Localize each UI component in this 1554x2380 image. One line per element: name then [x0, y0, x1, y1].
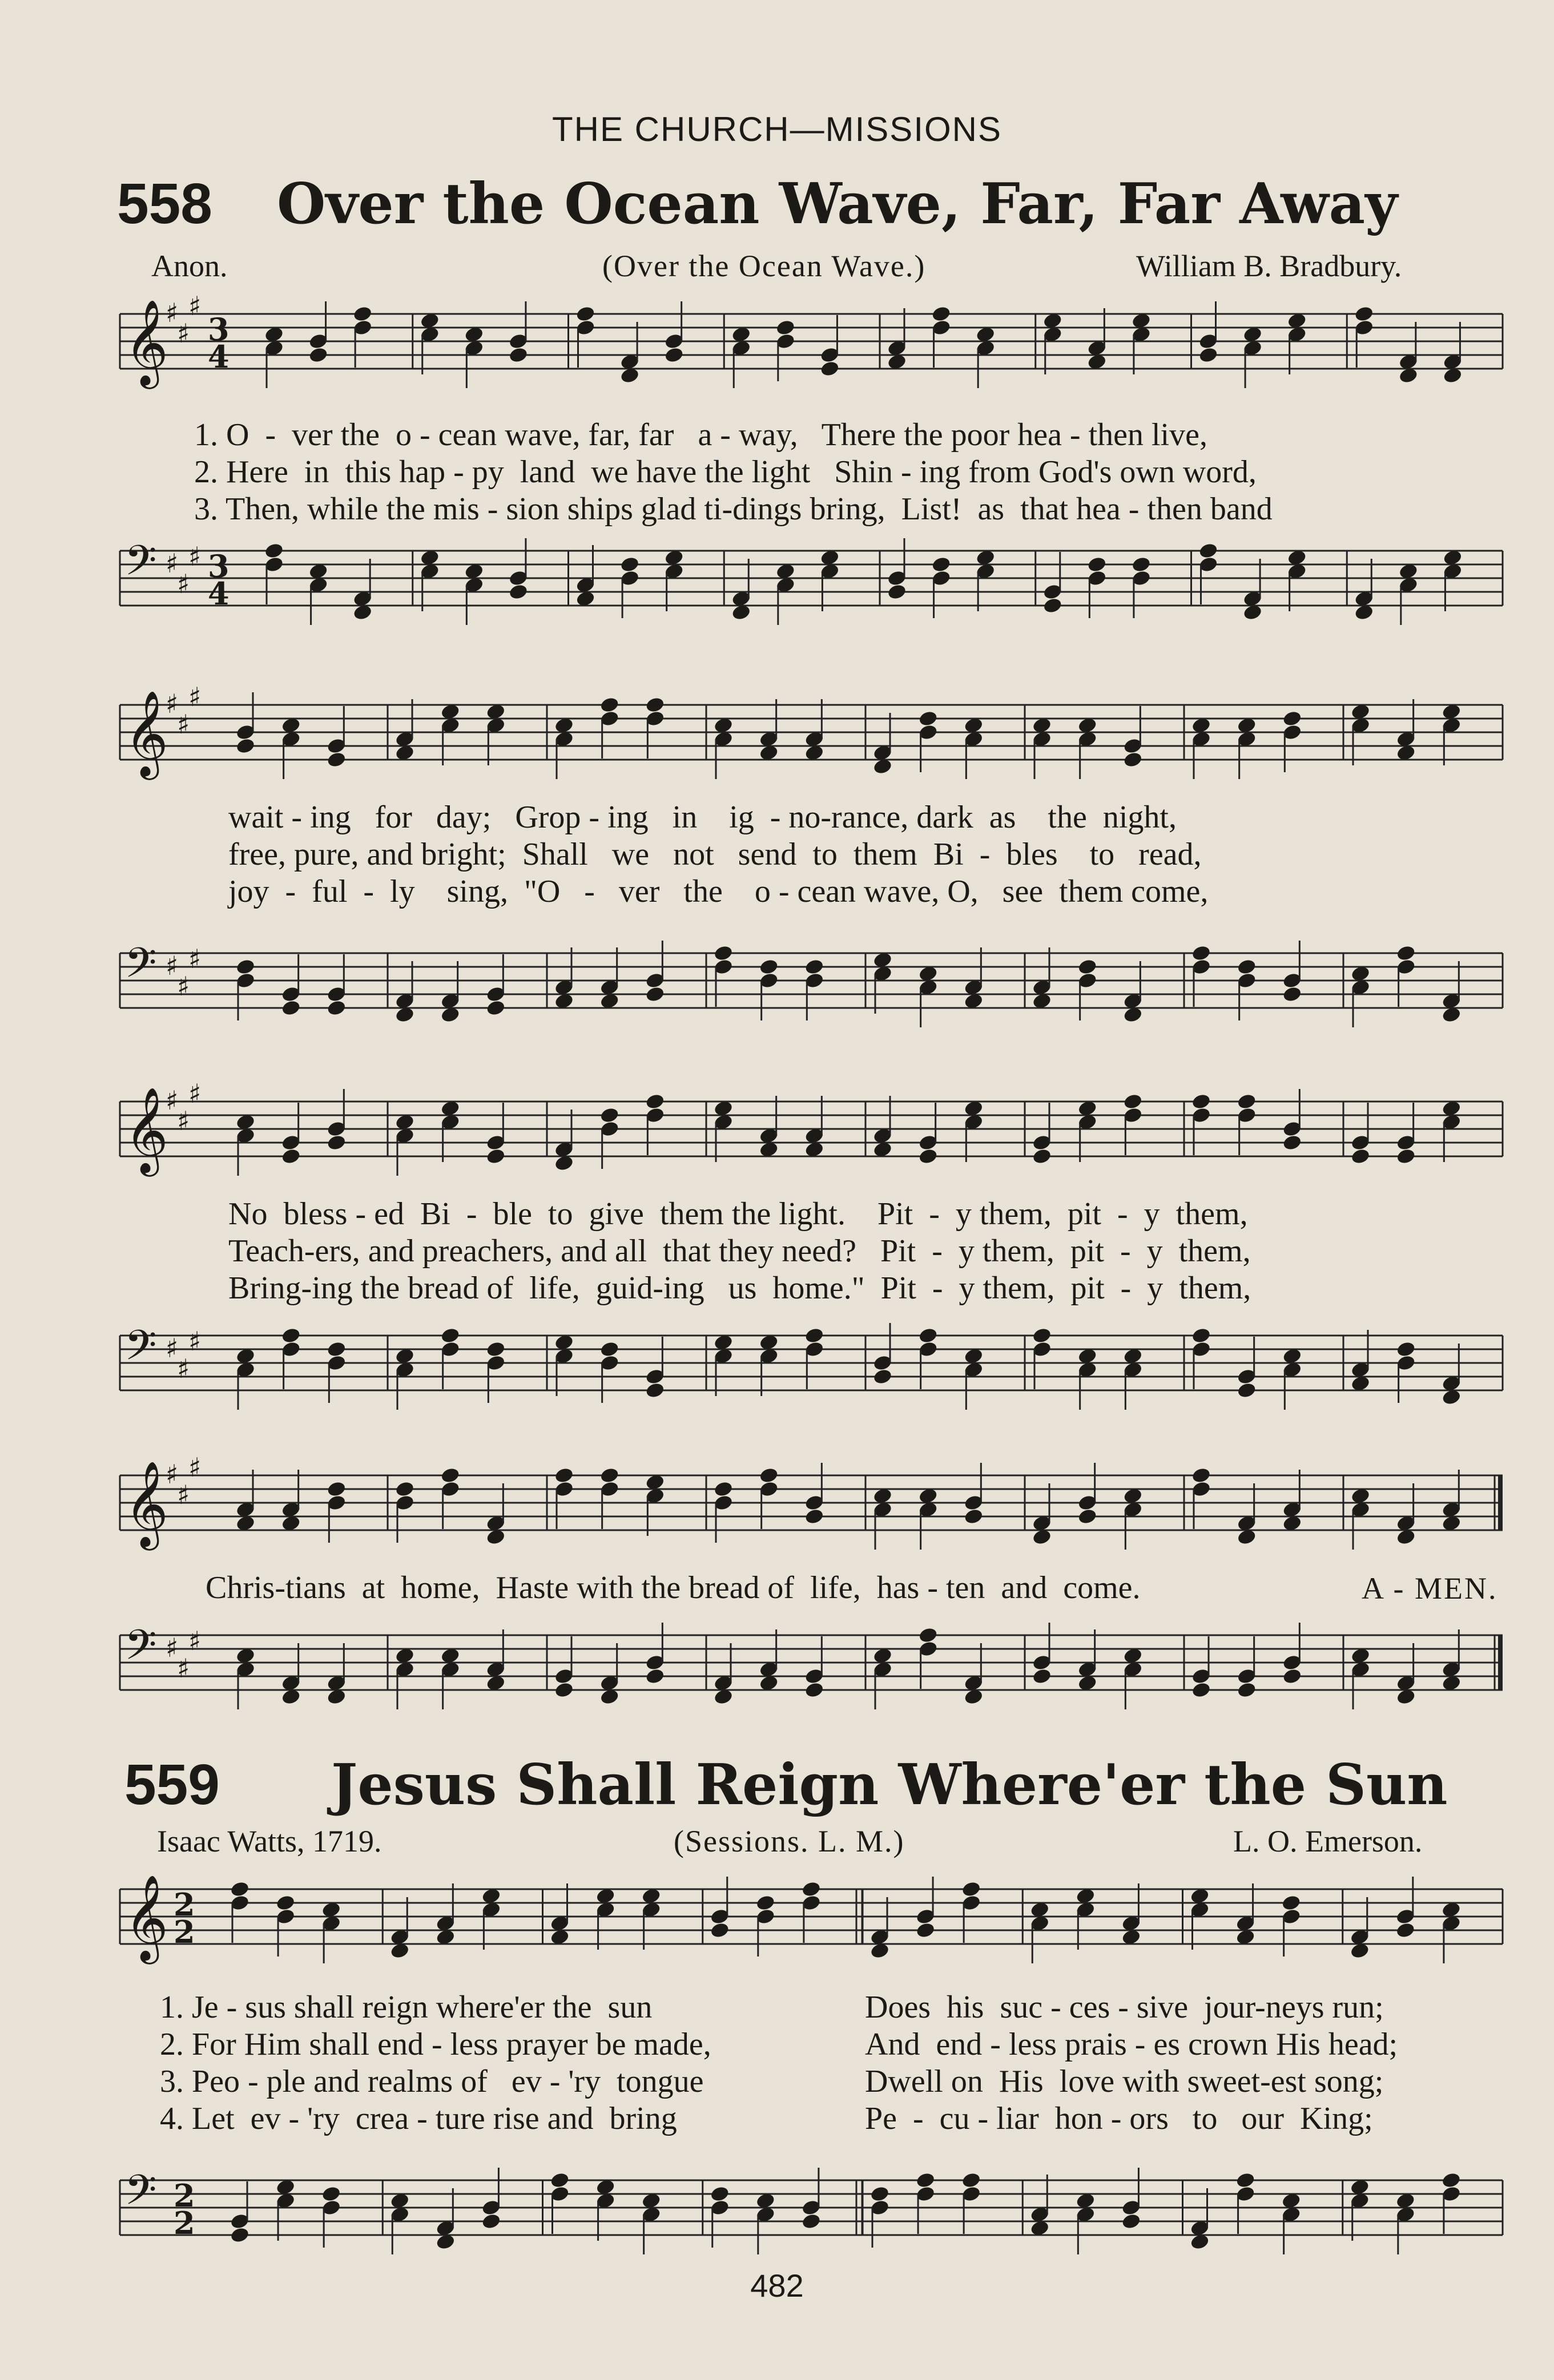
lyric-line: 3. Then, while the mis - sion ships glad ti-dings bring, List! as that hea - then band [194, 491, 1273, 527]
note-head [394, 1481, 415, 1498]
note-head [775, 319, 796, 337]
note-head [1121, 2213, 1142, 2230]
sharp-icon: ♯ [177, 1353, 190, 1384]
sharp-icon: ♯ [188, 1625, 202, 1656]
note-head [326, 1341, 347, 1358]
note-head [820, 360, 840, 378]
lyric-line: 2. For Him shall end - less prayer be made, [160, 2027, 711, 2062]
note-head [508, 583, 529, 601]
time-signature-bottom: 2 [174, 1914, 195, 1950]
bass-staff [0, 936, 1554, 1016]
note-head [1396, 945, 1416, 962]
note-head [1191, 945, 1211, 962]
sharp-icon: ♯ [166, 548, 179, 579]
note-head [264, 542, 284, 560]
note-head [326, 751, 347, 769]
note-head [281, 999, 301, 1017]
lyric-line: wait - ing for day; Grop - ing in ig - no-rance, dark as the night, [228, 800, 1177, 835]
note-head [481, 2213, 502, 2230]
note-head [645, 1382, 665, 1399]
note-head [1131, 556, 1152, 574]
sharp-icon: ♯ [166, 1333, 179, 1364]
tune-name: (Over the Ocean Wave.) [602, 249, 926, 283]
note-head [1237, 1681, 1257, 1699]
note-head [869, 2185, 890, 2203]
note-head [1237, 1093, 1257, 1111]
sharp-icon: ♯ [188, 291, 202, 321]
note-head [645, 1093, 665, 1111]
time-signature-bottom: 4 [208, 338, 230, 375]
running-head: THE CHURCH—MISSIONS [551, 110, 1003, 148]
bass-staff [0, 2163, 1554, 2243]
note-head [235, 737, 256, 755]
time-signature-top: 2 [174, 2177, 195, 2214]
lyric-line: No bless - ed Bi - ble to give them the light. Pit - y them, pit - y them, [228, 1196, 1248, 1232]
lyric-line: 1. Je - sus shall reign where'er the sun [160, 1990, 653, 2025]
treble-staff [0, 1872, 1554, 1961]
note-head [1198, 542, 1219, 560]
note-head [1077, 958, 1098, 976]
note-head [1282, 986, 1302, 1003]
hymn-author: Isaac Watts, 1719. [157, 1824, 382, 1858]
amen-label: A - MEN. [1362, 1571, 1498, 1606]
note-head [485, 1148, 506, 1165]
bass-staff [0, 534, 1554, 614]
sharp-icon: ♯ [177, 971, 190, 1002]
time-signature-top: 3 [208, 311, 230, 348]
bass-staff [0, 1618, 1554, 1698]
note-head [554, 1681, 574, 1699]
lyric-line: Bring-ing the bread of life, guid-ing us home." Pit - y them, pit - y them, [228, 1270, 1251, 1306]
lyric-line: 1. O - ver the o - cean wave, far, far a - way, There the poor hea - then live, [194, 417, 1207, 453]
sharp-icon: ♯ [177, 1479, 190, 1510]
hymn-title: Over the Ocean Wave, Far, Far Away [277, 171, 1398, 237]
sharp-icon: ♯ [166, 688, 179, 719]
time-signature-top: 3 [208, 548, 230, 584]
note-head [321, 2185, 341, 2203]
treble-clef-icon: 𝄞 [124, 1086, 168, 1173]
page-number: 482 [750, 2268, 804, 2304]
note-head [599, 1467, 620, 1485]
note-head [801, 1881, 822, 1898]
final-barline [1498, 1635, 1503, 1690]
note-head [230, 1881, 250, 1898]
note-head [918, 710, 939, 728]
note-head [1032, 1668, 1052, 1685]
treble-clef-icon: 𝄞 [124, 298, 168, 385]
note-head [352, 305, 373, 323]
sharp-icon: ♯ [188, 1078, 202, 1109]
note-head [645, 986, 665, 1003]
lyric-line: Teach-ers, and preachers, and all that they need? Pit - y them, pit - y them, [228, 1233, 1251, 1269]
note-head [713, 945, 734, 962]
note-head [804, 1327, 824, 1345]
sharp-icon: ♯ [177, 709, 190, 740]
note-head [1042, 597, 1063, 615]
note-head [887, 583, 907, 601]
note-head [440, 1327, 461, 1345]
note-head [1395, 1922, 1416, 1939]
note-head [918, 1148, 939, 1165]
note-head [755, 1894, 776, 1912]
note-head [485, 999, 506, 1017]
note-head [1396, 1148, 1416, 1165]
sharp-icon: ♯ [166, 1085, 179, 1116]
note-head [664, 346, 685, 364]
note-head [759, 1467, 779, 1485]
lyric-line: joy - ful - ly sing, "O - ver the o - cean wave, O, see them come, [228, 874, 1209, 909]
note-head [1122, 1093, 1143, 1111]
note-head [508, 346, 529, 364]
sharp-icon: ♯ [188, 1326, 202, 1357]
note-head [619, 556, 640, 574]
note-head [1441, 2172, 1462, 2189]
note-head [308, 346, 329, 364]
hymn-composer: William B. Bradbury. [1136, 249, 1402, 283]
note-head [804, 958, 824, 976]
note-head [1281, 1894, 1302, 1912]
note-head [550, 2172, 570, 2189]
tune-name: (Sessions. L. M.) [674, 1824, 905, 1858]
note-head [915, 2172, 936, 2189]
note-head [1282, 1668, 1302, 1685]
note-head [281, 1327, 301, 1345]
bass-clef-icon: 𝄢 [124, 2165, 157, 2224]
note-head [326, 1481, 347, 1498]
note-head [918, 1327, 939, 1345]
sharp-icon: ♯ [177, 318, 190, 349]
final-barline [1498, 1475, 1503, 1530]
sharp-icon: ♯ [166, 297, 179, 328]
time-signature-bottom: 2 [174, 2205, 195, 2241]
note-head [485, 1341, 506, 1358]
note-head [931, 556, 952, 574]
note-head [326, 999, 347, 1017]
note-head [235, 958, 256, 976]
treble-clef-icon: 𝄞 [124, 1460, 168, 1547]
lyric-line: Chris-tians at home, Haste with the bread of life, has - ten and come. [206, 1570, 1141, 1606]
note-head [710, 2185, 730, 2203]
time-signature-top: 2 [174, 1886, 195, 1923]
note-head [759, 958, 779, 976]
note-head [804, 1681, 824, 1699]
sharp-icon: ♯ [188, 943, 202, 974]
lyric-line: Pe - cu - liar hon - ors to our King; [865, 2101, 1373, 2136]
bass-clef-icon: 𝄢 [124, 938, 157, 997]
note-head [931, 305, 952, 323]
lyric-line: 2. Here in this hap - py land we have the light Shin - ing from God's own word, [194, 454, 1257, 490]
note-head [804, 1508, 824, 1526]
treble-staff [0, 291, 1554, 385]
note-head [599, 1107, 620, 1124]
note-head [1191, 1467, 1211, 1485]
note-head [1198, 346, 1219, 364]
note-head [961, 1881, 981, 1898]
treble-clef-icon: 𝄞 [124, 689, 168, 776]
note-head [963, 1508, 984, 1526]
sharp-icon: ♯ [166, 1459, 179, 1490]
hymn-author: Anon. [151, 249, 228, 283]
note-head [872, 1368, 893, 1386]
time-signature-bottom: 4 [208, 575, 230, 612]
note-head [1191, 1093, 1211, 1111]
note-head [1237, 958, 1257, 976]
note-head [599, 1341, 620, 1358]
treble-staff [0, 1078, 1554, 1173]
note-head [440, 1467, 461, 1485]
note-head [1032, 1327, 1052, 1345]
note-head [915, 1922, 936, 1939]
sharp-icon: ♯ [177, 568, 190, 599]
note-head [575, 305, 596, 323]
note-head [1032, 1148, 1052, 1165]
lyric-line: And end - less prais - es crown His head; [865, 2027, 1398, 2062]
note-head [961, 2172, 981, 2189]
note-head [1191, 1327, 1211, 1345]
sharp-icon: ♯ [166, 950, 179, 981]
sharp-icon: ♯ [188, 1452, 202, 1483]
note-head [918, 1627, 939, 1644]
hymn-composer: L. O. Emerson. [1233, 1824, 1423, 1858]
note-head [801, 2213, 822, 2230]
lyric-line: Does his suc - ces - sive jour-neys run; [865, 1990, 1384, 2025]
note-head [275, 1894, 296, 1912]
hymn-title: Jesus Shall Reign Where'er the Sun [331, 1752, 1448, 1818]
note-head [281, 1148, 301, 1165]
bass-staff [0, 1318, 1554, 1398]
lyric-line: Dwell on His love with sweet-est song; [865, 2064, 1384, 2099]
note-head [1235, 2172, 1256, 2189]
note-head [710, 1922, 730, 1939]
note-head [1122, 751, 1143, 769]
lyric-line: 4. Let ev - 'ry crea - ture rise and bring [160, 2101, 677, 2136]
bass-clef-icon: 𝄢 [124, 1620, 157, 1679]
note-head [599, 696, 620, 714]
note-head [1282, 710, 1302, 728]
sharp-icon: ♯ [177, 1653, 190, 1684]
note-head [1396, 1341, 1416, 1358]
note-head [1237, 1382, 1257, 1399]
treble-staff [0, 681, 1554, 776]
sharp-icon: ♯ [188, 541, 202, 572]
bass-clef-icon: 𝄢 [124, 536, 157, 595]
note-head [645, 1668, 665, 1685]
sharp-icon: ♯ [166, 1632, 179, 1663]
treble-clef-icon: 𝄞 [124, 1874, 168, 1961]
note-head [645, 696, 665, 714]
hymn-number: 559 [124, 1753, 220, 1817]
hymn-number: 558 [117, 172, 212, 236]
note-head [1086, 556, 1107, 574]
note-head [1350, 1148, 1371, 1165]
treble-staff [0, 1452, 1554, 1547]
lyric-line: free, pure, and bright; Shall we not send to them Bi - bles to read, [228, 837, 1202, 872]
note-head [1282, 1134, 1302, 1152]
bass-clef-icon: 𝄢 [124, 1321, 157, 1379]
sharp-icon: ♯ [177, 1106, 190, 1136]
note-head [554, 1467, 574, 1485]
note-head [1354, 305, 1374, 323]
lyric-line: 3. Peo - ple and realms of ev - 'ry tongue [160, 2064, 704, 2099]
note-head [1191, 1681, 1211, 1699]
note-head [1077, 1508, 1098, 1526]
note-head [230, 2226, 250, 2244]
note-head [326, 1134, 347, 1152]
note-head [713, 1481, 734, 1498]
sharp-icon: ♯ [188, 681, 202, 712]
